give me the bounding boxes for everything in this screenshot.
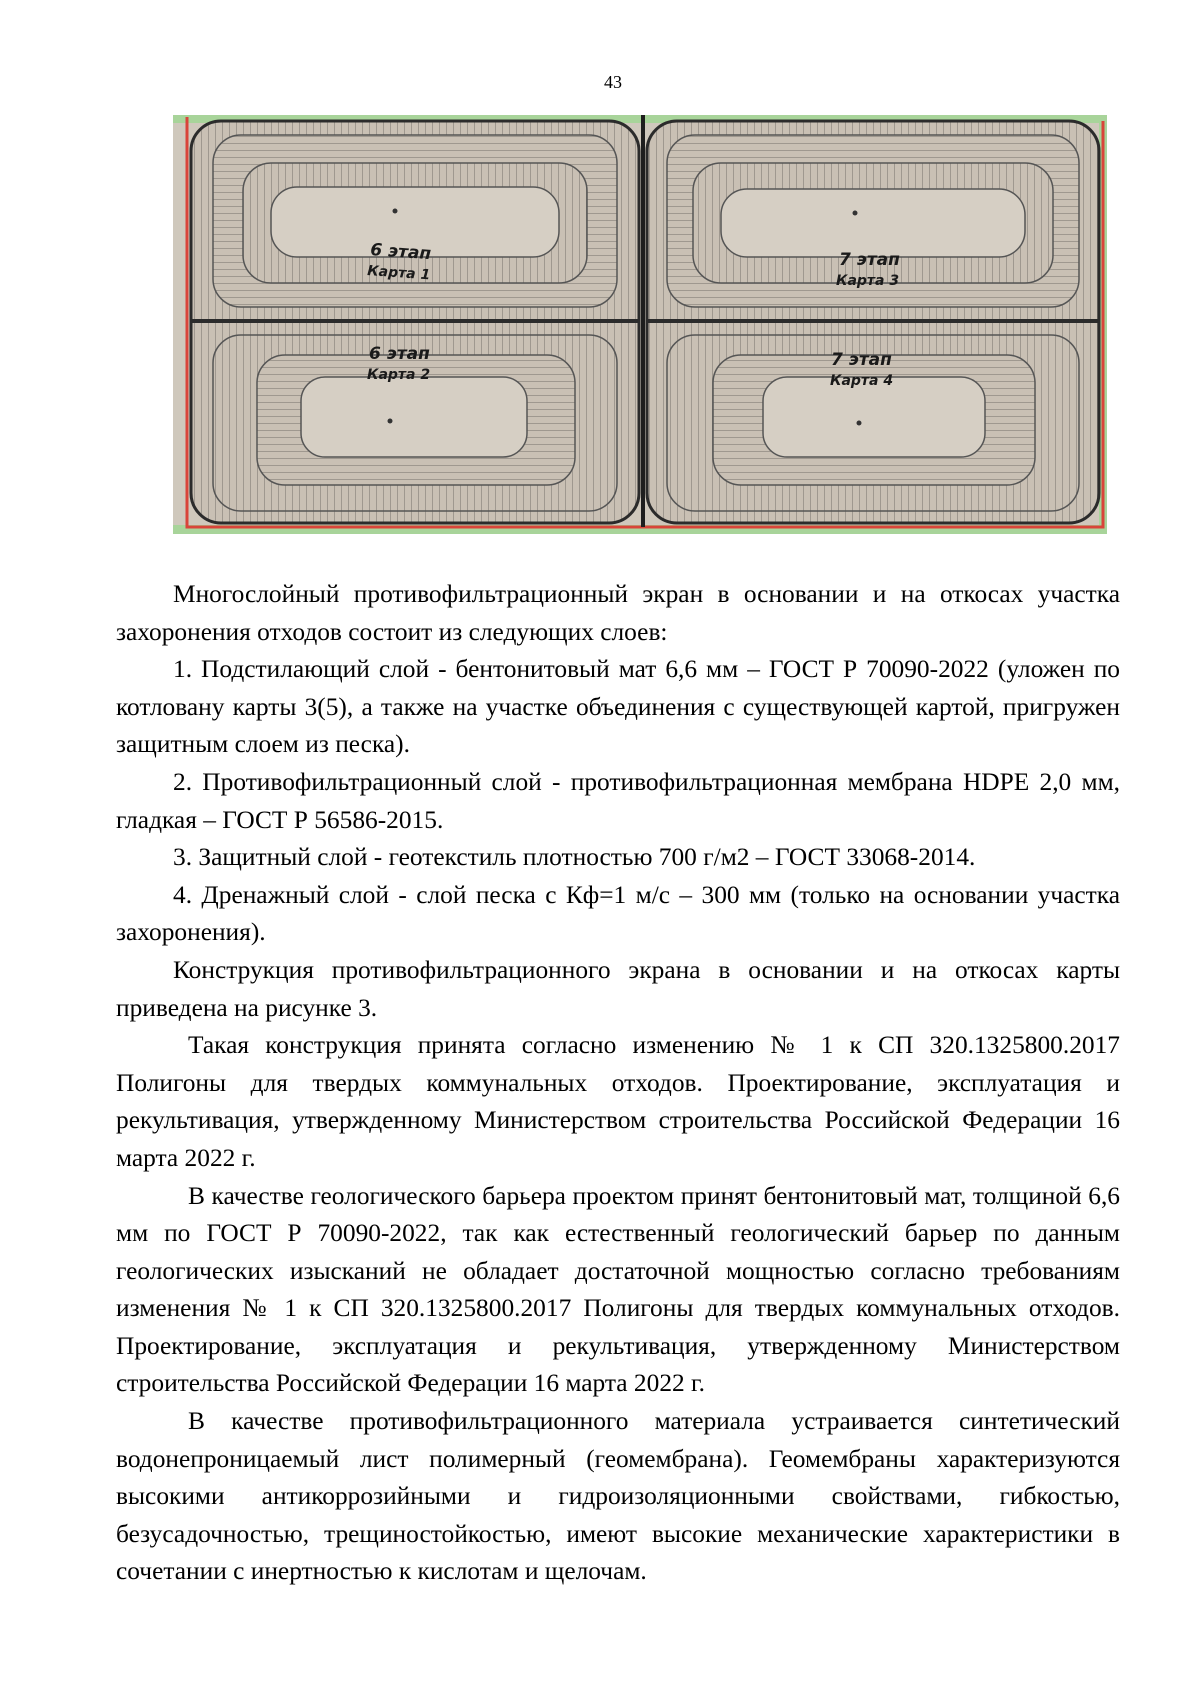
paragraph: В качестве противофильтрационного материала устраивается синтетический водонепроницаемый лист полимерный (геомембрана). Геомембраны характеризуются высокими антикоррозийными и гидроизоляционными свойствами, гибкостью, безусадочностью, трещиностойкостью, имеют высокие механические характеристики в сочетании с инертностью к кислотам и щелочам. <box>116 1407 1120 1586</box>
page-number: 43 <box>604 72 622 92</box>
paragraph: 1. Подстилающий слой - бентонитовый мат 6,6 мм – ГОСТ Р 70090-2022 (уложен по котловану карты 3(5), а также на участке объединения с существующей картой, пригружен защитным слоем из песка). <box>116 655 1120 759</box>
paragraph: Многослойный противофильтрационный экран в основании и на откосах участка захоронения отходов состоит из следующих слоев: <box>116 580 1120 646</box>
paragraph: В качестве геологического барьера проектом принят бентонитовый мат, толщиной 6,6 мм по ГОСТ Р 70090-2022, так как естественный геологический барьер по данным геологических изысканий не обладает достаточной мощностью согласно требованиям изменения № 1 к СП 320.1325800.2017 Полигоны для твердых коммунальных отходов. Проектирование, эксплуатация и рекультивация, утвержденному Министерством строительства Российской Федерации 16 марта 2022 г. <box>116 1181 1120 1398</box>
map3-stage-label: 7 этап <box>839 250 900 270</box>
text-body <box>116 576 1120 1591</box>
map2-map-label: Карта 2 <box>367 367 431 383</box>
paragraph: 3. Защитный слой - геотекстиль плотностью 700 г/м2 – ГОСТ 33068-2014. <box>173 843 976 872</box>
paragraph: Конструкция противофильтрационного экрана в основании и на откосах карты приведена на рисунке 3. <box>116 955 1120 1022</box>
right-block <box>647 121 1099 523</box>
landfill-maps-figure <box>173 115 1107 534</box>
paragraph: Такая конструкция принята согласно изменению № 1 к СП 320.1325800.2017 Полигоны для твердых коммунальных отходов. Проектирование, эксплуатация и рекультивация, утвержденному Министерством строительства Российской Федерации 16 марта 2022 г. <box>116 1031 1120 1172</box>
map4-map-label: Карта 4 <box>830 373 894 389</box>
map2-stage-label: 6 этап <box>369 344 430 364</box>
left-block <box>191 121 639 523</box>
paragraph: 2. Противофильтрационный слой - противофильтрационная мембрана HDPE 2,0 мм, гладкая – ГОСТ Р 56586-2015. <box>116 767 1120 834</box>
map1-map-label: Карта 1 <box>366 263 431 284</box>
map4-stage-label: 7 этап <box>831 350 892 370</box>
paragraph: 4. Дренажный слой - слой песка с Кф=1 м/с – 300 мм (только на основании участка захоронения). <box>116 880 1120 947</box>
map1-stage-label: 6 этап <box>369 240 432 265</box>
map3-map-label: Карта 3 <box>836 273 900 289</box>
